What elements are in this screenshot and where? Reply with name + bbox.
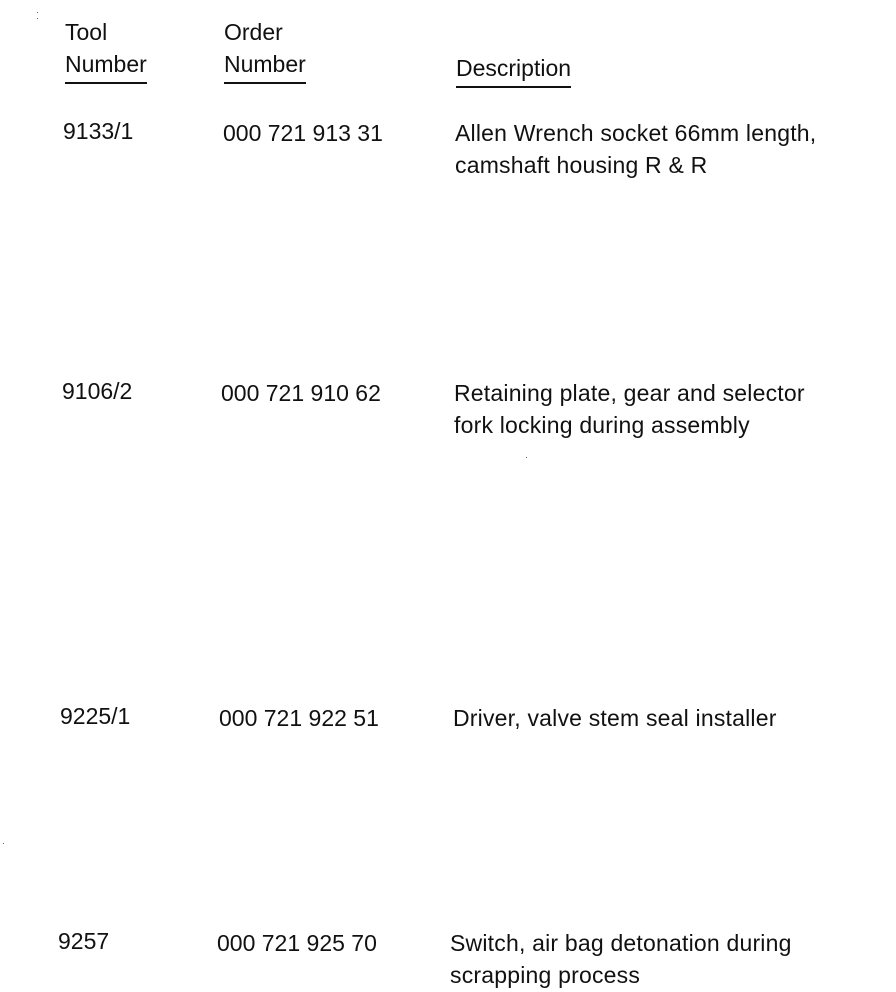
row4-description-line1: Switch, air bag detonation during bbox=[450, 930, 792, 956]
tool-header-line2: Number bbox=[65, 48, 147, 84]
scan-speck bbox=[37, 12, 38, 13]
row4-tool-number: 9257 bbox=[58, 928, 110, 954]
description-header bbox=[456, 52, 571, 88]
row3-tool-number: 9225/1 bbox=[60, 703, 131, 729]
order-header-line1: Order bbox=[224, 19, 283, 45]
row4-description-line2: scrapping process bbox=[450, 962, 641, 988]
scan-speck bbox=[37, 18, 38, 19]
row2-order-number: 000 721 910 62 bbox=[221, 380, 381, 406]
row3-description-line1: Driver, valve stem seal installer bbox=[453, 705, 777, 731]
row2-description-line2: fork locking during assembly bbox=[454, 412, 750, 438]
row1-description bbox=[455, 117, 816, 181]
row2-description bbox=[454, 377, 805, 441]
row3-order-number: 000 721 922 51 bbox=[219, 705, 379, 731]
row2-tool-number: 9106/2 bbox=[62, 378, 133, 404]
row4-order-number: 000 721 925 70 bbox=[217, 930, 377, 956]
row1-tool-number: 9133/1 bbox=[63, 118, 134, 144]
row1-order-number: 000 721 913 31 bbox=[223, 120, 383, 146]
row4-description bbox=[450, 927, 792, 991]
scan-speck bbox=[526, 457, 527, 458]
row3-description bbox=[453, 702, 777, 734]
row2-description-line1: Retaining plate, gear and selector bbox=[454, 380, 805, 406]
order-header-line2: Number bbox=[224, 48, 306, 84]
row1-description-line2: camshaft housing R & R bbox=[455, 152, 708, 178]
scan-speck bbox=[3, 843, 4, 844]
tool-number-header bbox=[65, 16, 147, 84]
row1-description-line1: Allen Wrench socket 66mm length, bbox=[455, 120, 817, 146]
order-number-header bbox=[224, 16, 306, 84]
tool-header-line1: Tool bbox=[65, 19, 108, 45]
description-header-label: Description bbox=[456, 52, 571, 88]
